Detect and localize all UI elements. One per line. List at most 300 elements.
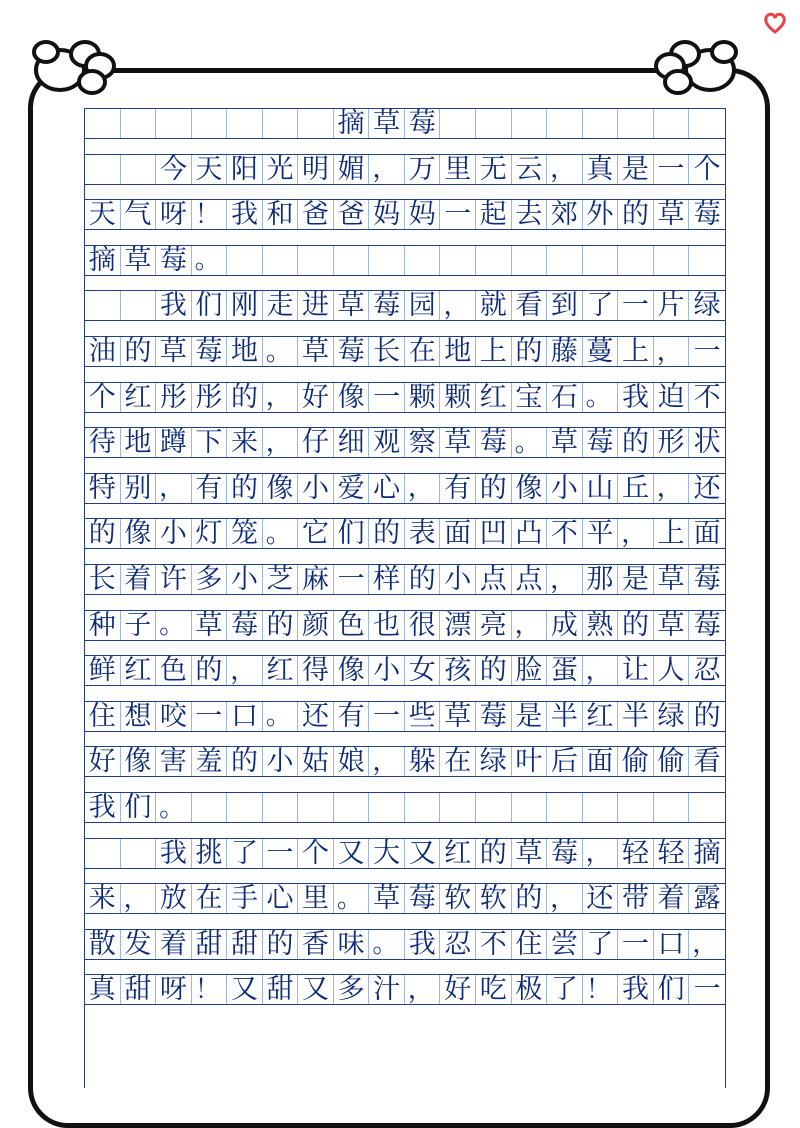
grid-cell: 云 bbox=[512, 155, 548, 184]
grid-cell: 多 bbox=[334, 975, 370, 1004]
grid-cell: 半 bbox=[547, 702, 583, 731]
grid-cell: 的 bbox=[85, 519, 121, 548]
grid-cell: 鲜 bbox=[85, 656, 121, 685]
grid-cell: 小 bbox=[547, 474, 583, 503]
grid-cell: 。 bbox=[512, 428, 548, 457]
grid-cell: 小 bbox=[369, 656, 405, 685]
grid-cell: 呀 bbox=[156, 200, 192, 229]
grid-cell: 又 bbox=[227, 975, 263, 1004]
grid-cell: 是 bbox=[618, 155, 654, 184]
grid-cell bbox=[512, 109, 548, 138]
grid-cell: 口 bbox=[654, 930, 690, 959]
grid-cell: 进 bbox=[298, 291, 334, 320]
grid-cell: 凹 bbox=[476, 519, 512, 548]
grid-cell: ， bbox=[654, 474, 690, 503]
grid-cell bbox=[476, 793, 512, 822]
grid-cell: 蹲 bbox=[156, 428, 192, 457]
grid-cell: 莓 bbox=[405, 884, 441, 913]
grid-cell: ， bbox=[405, 975, 441, 1004]
grid-cell bbox=[85, 109, 121, 138]
grid-cell: 放 bbox=[156, 884, 192, 913]
essay-line bbox=[85, 974, 725, 1005]
essay-line bbox=[85, 746, 725, 777]
grid-cell: 彤 bbox=[156, 383, 192, 412]
grid-cell: 里 bbox=[298, 884, 334, 913]
grid-cell: 大 bbox=[369, 839, 405, 868]
grid-cell: 轻 bbox=[618, 839, 654, 868]
grid-cell: 咬 bbox=[156, 702, 192, 731]
heart-icon bbox=[762, 10, 788, 36]
grid-cell: 像 bbox=[334, 656, 370, 685]
grid-cell bbox=[512, 793, 548, 822]
grid-cell: 郊 bbox=[547, 200, 583, 229]
essay-line bbox=[85, 473, 725, 504]
grid-cell: 气 bbox=[121, 200, 157, 229]
grid-cell: 。 bbox=[263, 337, 299, 366]
grid-cell: 后 bbox=[547, 747, 583, 776]
grid-cell: 红 bbox=[583, 702, 619, 731]
grid-cell bbox=[85, 839, 121, 868]
grid-cell: 凸 bbox=[512, 519, 548, 548]
grid-cell: 们 bbox=[654, 975, 690, 1004]
grid-cell: 红 bbox=[263, 656, 299, 685]
grid-cell: 像 bbox=[121, 747, 157, 776]
grid-cell: 叶 bbox=[512, 747, 548, 776]
essay-line bbox=[85, 929, 725, 960]
grid-cell: 草 bbox=[121, 246, 157, 275]
grid-cell: 小 bbox=[298, 474, 334, 503]
grid-cell: 好 bbox=[85, 747, 121, 776]
grid-cell: 许 bbox=[156, 565, 192, 594]
grid-cell bbox=[405, 793, 441, 822]
grid-cell bbox=[156, 109, 192, 138]
grid-cell: 漂 bbox=[440, 611, 476, 640]
grid-cell: 在 bbox=[440, 747, 476, 776]
grid-cell: 观 bbox=[369, 428, 405, 457]
grid-cell: 还 bbox=[298, 702, 334, 731]
grid-cell: 心 bbox=[263, 884, 299, 913]
grid-cell: 草 bbox=[369, 884, 405, 913]
grid-cell: 明 bbox=[298, 155, 334, 184]
grid-cell: 红 bbox=[121, 656, 157, 685]
grid-cell: 的 bbox=[263, 611, 299, 640]
grid-cell: 芝 bbox=[263, 565, 299, 594]
grid-cell: 山 bbox=[583, 474, 619, 503]
grid-cell: ！ bbox=[192, 200, 228, 229]
grid-cell: 的 bbox=[693, 700, 721, 732]
grid-cell: 了 bbox=[227, 839, 263, 868]
grid-cell bbox=[85, 155, 121, 184]
grid-cell: 带 bbox=[618, 884, 654, 913]
grid-cell: 麻 bbox=[298, 565, 334, 594]
grid-cell: 地 bbox=[121, 428, 157, 457]
grid-cell: 了 bbox=[547, 975, 583, 1004]
grid-cell: 察 bbox=[405, 428, 441, 457]
grid-cell bbox=[654, 109, 690, 138]
grid-cell: 一 bbox=[618, 930, 654, 959]
grid-cell: 真 bbox=[583, 155, 619, 184]
grid-cell: 下 bbox=[192, 428, 228, 457]
grid-cell bbox=[547, 246, 583, 275]
grid-cell: 像 bbox=[121, 519, 157, 548]
grid-cell bbox=[689, 246, 725, 275]
grid-cell: 里 bbox=[440, 155, 476, 184]
grid-cell bbox=[583, 246, 619, 275]
grid-cell: 小 bbox=[227, 565, 263, 594]
grid-cell: 散 bbox=[85, 930, 121, 959]
grid-cell: 阳 bbox=[227, 155, 263, 184]
grid-cell: 一 bbox=[369, 702, 405, 731]
grid-cell: 着 bbox=[654, 884, 690, 913]
grid-cell: 软 bbox=[476, 884, 512, 913]
grid-cell: 绿 bbox=[693, 290, 721, 322]
grid-cell: 是 bbox=[618, 565, 654, 594]
essay-line bbox=[85, 199, 725, 230]
grid-cell: 不 bbox=[693, 381, 721, 413]
grid-cell: 住 bbox=[85, 702, 121, 731]
grid-cell: 多 bbox=[192, 565, 228, 594]
grid-cell: 好 bbox=[440, 975, 476, 1004]
cartoon-hand-icon bbox=[640, 30, 740, 100]
essay-line bbox=[85, 792, 725, 823]
grid-cell: 像 bbox=[334, 383, 370, 412]
grid-cell: 。 bbox=[583, 383, 619, 412]
grid-cell: 又 bbox=[298, 975, 334, 1004]
grid-cell: ， bbox=[692, 929, 719, 960]
grid-cell: 味 bbox=[334, 930, 370, 959]
grid-cell: 吃 bbox=[476, 975, 512, 1004]
grid-cell bbox=[618, 246, 654, 275]
grid-cell: 成 bbox=[547, 611, 583, 640]
grid-cell: 有 bbox=[440, 474, 476, 503]
grid-cell: 莓 bbox=[693, 199, 721, 231]
essay-line bbox=[85, 610, 725, 641]
grid-cell: 天 bbox=[192, 155, 228, 184]
grid-cell: 万 bbox=[405, 155, 441, 184]
grid-cell bbox=[618, 109, 654, 138]
grid-cell bbox=[440, 793, 476, 822]
grid-cell bbox=[369, 793, 405, 822]
grid-cell: 一 bbox=[369, 383, 405, 412]
grid-cell: 长 bbox=[369, 337, 405, 366]
grid-paper bbox=[84, 108, 726, 1088]
essay-line bbox=[85, 518, 725, 549]
grid-cell: 像 bbox=[263, 474, 299, 503]
grid-cell: 的 bbox=[369, 519, 405, 548]
grid-cell: 着 bbox=[121, 565, 157, 594]
grid-cell bbox=[121, 155, 157, 184]
grid-cell bbox=[85, 291, 121, 320]
grid-cell: 香 bbox=[298, 930, 334, 959]
grid-cell: 偷 bbox=[654, 747, 690, 776]
grid-cell: 莓 bbox=[476, 702, 512, 731]
grid-cell: 。 bbox=[369, 930, 405, 959]
grid-cell: 莓 bbox=[192, 337, 228, 366]
grid-cell: ， bbox=[369, 747, 405, 776]
grid-cell: 的 bbox=[512, 337, 548, 366]
grid-cell: 笼 bbox=[227, 519, 263, 548]
grid-cell: 的 bbox=[618, 611, 654, 640]
grid-cell: 甜 bbox=[227, 930, 263, 959]
grid-cell: 的 bbox=[227, 383, 263, 412]
grid-cell: 我 bbox=[156, 839, 192, 868]
grid-cell: 想 bbox=[121, 702, 157, 731]
grid-cell: 的 bbox=[405, 565, 441, 594]
grid-cell bbox=[689, 793, 725, 822]
grid-cell: 绿 bbox=[476, 747, 512, 776]
grid-cell: 害 bbox=[156, 747, 192, 776]
grid-cell: 忍 bbox=[440, 930, 476, 959]
grid-cell: 草 bbox=[156, 337, 192, 366]
grid-cell: 不 bbox=[476, 930, 512, 959]
grid-cell: 了 bbox=[583, 930, 619, 959]
grid-cell: 还 bbox=[583, 884, 619, 913]
grid-cell: 摘 bbox=[693, 837, 721, 869]
grid-cell bbox=[547, 109, 583, 138]
cartoon-hand-icon bbox=[30, 30, 130, 100]
grid-cell: 刚 bbox=[227, 291, 263, 320]
grid-cell bbox=[263, 246, 299, 275]
grid-cell: 颗 bbox=[405, 383, 441, 412]
grid-cell: 灯 bbox=[192, 519, 228, 548]
grid-cell: ， bbox=[547, 884, 583, 913]
grid-cell bbox=[689, 109, 725, 138]
grid-cell: 。 bbox=[192, 246, 228, 275]
grid-cell: 极 bbox=[512, 975, 548, 1004]
grid-cell: 莓 bbox=[369, 291, 405, 320]
grid-cell: 一 bbox=[618, 291, 654, 320]
grid-cell: 形 bbox=[654, 428, 690, 457]
essay-line bbox=[85, 883, 725, 914]
grid-cell: 尝 bbox=[547, 930, 583, 959]
grid-cell: 又 bbox=[405, 839, 441, 868]
grid-cell: 面 bbox=[693, 518, 721, 550]
grid-cell: 孩 bbox=[440, 656, 476, 685]
grid-cell: 草 bbox=[512, 839, 548, 868]
grid-cell: 妈 bbox=[369, 200, 405, 229]
grid-cell: 一 bbox=[654, 155, 690, 184]
grid-cell: 今 bbox=[156, 155, 192, 184]
grid-cell: ， bbox=[263, 383, 299, 412]
grid-cell: 一 bbox=[334, 565, 370, 594]
grid-cell: 园 bbox=[405, 291, 441, 320]
essay-line bbox=[85, 838, 725, 869]
grid-cell: 平 bbox=[583, 519, 619, 548]
grid-cell bbox=[405, 246, 441, 275]
grid-cell: 色 bbox=[334, 611, 370, 640]
grid-cell: 。 bbox=[156, 793, 192, 822]
grid-cell: 莓 bbox=[693, 564, 721, 595]
grid-cell: 走 bbox=[263, 291, 299, 320]
grid-cell: 媚 bbox=[334, 155, 370, 184]
grid-cell: ， bbox=[512, 611, 548, 640]
grid-cell: 爸 bbox=[334, 200, 370, 229]
grid-cell: 女 bbox=[405, 656, 441, 685]
grid-cell: 娘 bbox=[334, 747, 370, 776]
grid-cell: 莓 bbox=[334, 337, 370, 366]
grid-cell: 天 bbox=[85, 200, 121, 229]
grid-cell bbox=[583, 109, 619, 138]
grid-cell: 草 bbox=[440, 428, 476, 457]
grid-cell: 一 bbox=[693, 336, 721, 367]
grid-cell: 个 bbox=[85, 383, 121, 412]
grid-cell: 像 bbox=[512, 474, 548, 503]
grid-cell: 丘 bbox=[618, 474, 654, 503]
grid-cell: 还 bbox=[693, 472, 721, 504]
essay-title-row bbox=[85, 108, 725, 139]
grid-cell: 莓 bbox=[476, 428, 512, 457]
grid-cell: 有 bbox=[334, 702, 370, 731]
grid-cell: 仔 bbox=[298, 428, 334, 457]
grid-cell: ， bbox=[618, 519, 654, 548]
grid-cell: 们 bbox=[192, 291, 228, 320]
grid-cell: 石 bbox=[547, 383, 583, 412]
grid-cell bbox=[121, 839, 157, 868]
grid-cell bbox=[547, 793, 583, 822]
essay-line bbox=[85, 382, 725, 413]
grid-cell: 人 bbox=[654, 656, 690, 685]
essay-line bbox=[85, 336, 725, 367]
grid-cell: 颜 bbox=[298, 611, 334, 640]
grid-cell: 无 bbox=[476, 155, 512, 184]
grid-cell: 草 bbox=[334, 291, 370, 320]
grid-cell: 上 bbox=[654, 519, 690, 548]
grid-cell: 的 bbox=[618, 200, 654, 229]
grid-cell: 半 bbox=[618, 702, 654, 731]
grid-cell: 的 bbox=[121, 337, 157, 366]
essay-line bbox=[85, 701, 725, 732]
grid-cell: ！ bbox=[583, 975, 619, 1004]
essay-line bbox=[85, 655, 725, 686]
grid-cell: 甜 bbox=[263, 975, 299, 1004]
grid-cell bbox=[334, 246, 370, 275]
grid-cell: 。 bbox=[334, 884, 370, 913]
essay-line bbox=[85, 427, 725, 458]
grid-cell: 彤 bbox=[192, 383, 228, 412]
grid-cell: 地 bbox=[440, 337, 476, 366]
grid-cell: 是 bbox=[512, 702, 548, 731]
grid-cell bbox=[654, 246, 690, 275]
grid-cell: 的 bbox=[263, 930, 299, 959]
grid-cell: 的 bbox=[476, 474, 512, 503]
grid-cell: ， bbox=[547, 155, 583, 184]
grid-cell: 长 bbox=[85, 565, 121, 594]
essay-line bbox=[85, 245, 725, 276]
grid-cell: 样 bbox=[369, 565, 405, 594]
grid-cell: 在 bbox=[192, 884, 228, 913]
grid-cell: 到 bbox=[547, 291, 583, 320]
grid-cell: 面 bbox=[583, 747, 619, 776]
grid-cell bbox=[618, 793, 654, 822]
grid-cell: 的 bbox=[227, 474, 263, 503]
grid-cell: 。 bbox=[263, 519, 299, 548]
grid-cell bbox=[476, 246, 512, 275]
grid-cell: 甜 bbox=[121, 975, 157, 1004]
grid-cell: 草 bbox=[547, 428, 583, 457]
grid-cell: 手 bbox=[227, 884, 263, 913]
grid-cell: 摘 bbox=[85, 246, 121, 275]
grid-cell: 偷 bbox=[618, 747, 654, 776]
grid-cell: 颗 bbox=[440, 383, 476, 412]
grid-cell bbox=[121, 109, 157, 138]
grid-cell: 爱 bbox=[334, 474, 370, 503]
grid-cell bbox=[369, 246, 405, 275]
grid-cell: 红 bbox=[476, 383, 512, 412]
grid-cell: 一 bbox=[440, 200, 476, 229]
grid-cell: 莓 bbox=[405, 109, 441, 138]
grid-cell: 蛋 bbox=[547, 656, 583, 685]
grid-cell: 心 bbox=[369, 474, 405, 503]
grid-cell: 面 bbox=[440, 519, 476, 548]
grid-cell: 莓 bbox=[156, 246, 192, 275]
grid-cell bbox=[583, 793, 619, 822]
grid-cell: 一 bbox=[263, 839, 299, 868]
grid-cell: ， bbox=[547, 565, 583, 594]
grid-cell: 的 bbox=[476, 656, 512, 685]
grid-cell: 特 bbox=[85, 474, 121, 503]
grid-cell: 轻 bbox=[654, 839, 690, 868]
grid-cell: 的 bbox=[512, 884, 548, 913]
grid-cell: 草 bbox=[440, 702, 476, 731]
grid-cell: 。 bbox=[156, 611, 192, 640]
grid-cell: 草 bbox=[298, 337, 334, 366]
grid-cell: 红 bbox=[440, 839, 476, 868]
grid-cell bbox=[298, 246, 334, 275]
grid-cell: 羞 bbox=[192, 747, 228, 776]
grid-cell bbox=[263, 793, 299, 822]
grid-cell: ， bbox=[263, 428, 299, 457]
grid-cell: 草 bbox=[654, 565, 690, 594]
grid-cell: 和 bbox=[263, 200, 299, 229]
grid-cell: 别 bbox=[121, 474, 157, 503]
grid-cell: 亮 bbox=[476, 611, 512, 640]
grid-cell: 看 bbox=[693, 746, 721, 778]
grid-cell: 光 bbox=[263, 155, 299, 184]
grid-cell bbox=[192, 109, 228, 138]
grid-cell: 草 bbox=[654, 611, 690, 640]
grid-cell bbox=[334, 793, 370, 822]
grid-cell: ， bbox=[227, 656, 263, 685]
grid-cell: 住 bbox=[512, 930, 548, 959]
grid-cell: 草 bbox=[192, 611, 228, 640]
grid-cell: 我 bbox=[405, 930, 441, 959]
grid-cell: 甜 bbox=[192, 930, 228, 959]
grid-cell: ， bbox=[583, 839, 619, 868]
grid-cell bbox=[227, 793, 263, 822]
grid-cell: 状 bbox=[693, 427, 721, 459]
grid-cell: 在 bbox=[405, 337, 441, 366]
grid-cell: 爸 bbox=[298, 200, 334, 229]
grid-cell: 子 bbox=[121, 611, 157, 640]
grid-cell bbox=[440, 109, 476, 138]
grid-cell bbox=[298, 793, 334, 822]
grid-cell: 看 bbox=[512, 291, 548, 320]
grid-cell: 真 bbox=[85, 975, 121, 1004]
grid-cell: 草 bbox=[654, 200, 690, 229]
grid-cell: 油 bbox=[85, 337, 121, 366]
grid-cell: 点 bbox=[512, 565, 548, 594]
grid-cell: 外 bbox=[583, 200, 619, 229]
grid-cell: 摘 bbox=[334, 109, 370, 138]
grid-cell: ， bbox=[440, 291, 476, 320]
grid-cell: 躲 bbox=[405, 747, 441, 776]
grid-cell: 地 bbox=[227, 337, 263, 366]
grid-cell: 莓 bbox=[227, 611, 263, 640]
grid-cell: 忍 bbox=[693, 655, 721, 687]
grid-cell: ， bbox=[583, 656, 619, 685]
grid-cell: ！ bbox=[192, 975, 228, 1004]
grid-cell: ， bbox=[121, 884, 157, 913]
